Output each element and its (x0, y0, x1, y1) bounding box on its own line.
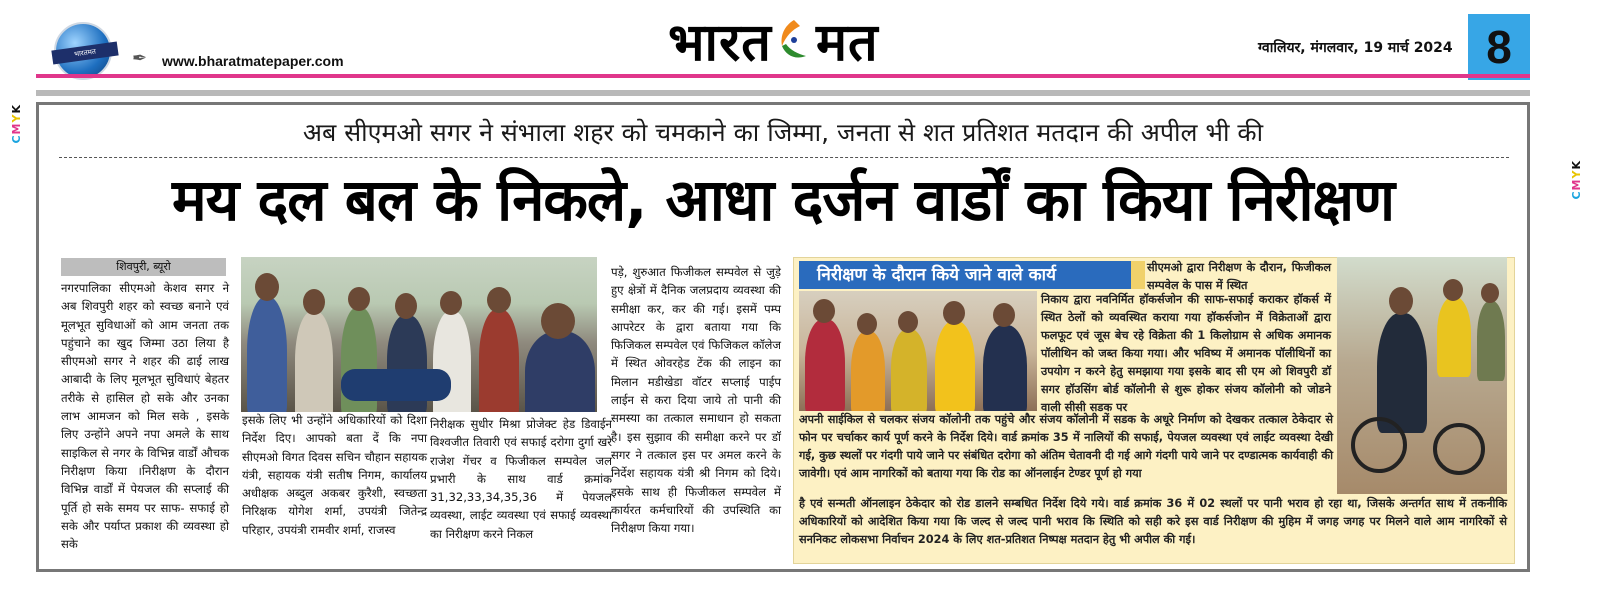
story-byline: शिवपुरी, ब्यूरो (61, 258, 226, 276)
page-number: 8 (1468, 14, 1530, 80)
story-column-1: नगरपालिका सीएमओ केशव सगर ने अब शिवपुरी शहर को स्वच्छ बनाने एवं मूलभूत सुविधाओं को आम जनता तक पहुंचाने का खुद जिम्मा उठा लिया है सीएमओ सगर ने शहर की ढाई लाख आबादी के लिए मूलभूत सुविधाएं बेहतर तरीके से हासिल हो सके और उनका लाभ आमजन को मिल सके , इसके लिए उन्होंने अपने नपा अमले के साथ साइकिल से नगर के विभिन्न वार्डों औचक निरीक्षण किया ।निरीक्षण के दौरान विभिन्न वार्डों में पेयजल की सप्लाई की पूर्ति हो सके समय पर साफ- सफाई हो सके और पर्याप्त प्रकाश की व्यवस्था हो सके (61, 281, 229, 552)
photo-residents (799, 291, 1037, 411)
story-column-2: इसके लिए भी उन्होंने अधिकारियों को दिशा निर्देश दिए। आपको बता दें कि नपा सीएमओ विगत दिवस सचिन चौहान सहायक यंत्री, सहायक यंत्री सतीष निगम, कार्यालय अधीक्षक अब्दुल अकबर कुरैशी, स्वच्छता निरिक्षक योगेश शर्मा, उपयंत्री जितेन्द्र परिहार, उपयंत्री रामवीर शर्मा, राजस्व (242, 413, 427, 537)
sidebox-title: निरीक्षण के दौरान किये जाने वाले कार्य (799, 261, 1145, 289)
logo-text: भारतमत (51, 41, 118, 64)
sidebox-text-b: निकाय द्वारा नवनिर्मित हॉकर्सजोन की साफ-सफाई कराकर हॉकर्स में स्थित ठेलों को व्यवस्थित कराया गया हॉकर्सजोन में विक्रेताओं द्वारा फलफूट एवं जूस बेच रहे विक्रेता की 1 किलोग्राम से अधिक अमानक पॉलीथिन को जब्त किया गया। और भविष्य में अमानक पॉलीथिनों का उपयोग न करने हेतु समझाया गया इसके बाद सी एम ओ शिवपुरी डॉ सगर हॉउसिंग बोर्ड कॉलोनी से शुरू होकर संजय कॉलोनी को जोडने वाली सीसी सडक पर (1041, 293, 1331, 414)
story-headline: मय दल बल के निकले, आधा दर्जन वार्डों का किया निरीक्षण (171, 166, 1395, 234)
story-column-4: पड़े, शुरुआत फिजीकल सम्पवेल से जुड़े हुए क्षेत्रों में दैनिक जलप्रदाय व्यवस्था की समीक्षा कर, कर की गई। इसमें पम्प आपरेटर के द्वारा बताया गया कि फिजिकल सम्पवेल एवं फिजिकल कॉलेज में स्थित ओवरहेड टेंक की लाइन का मिलान मडीखेडा वॉटर सप्लाई पाईप लाईन से करा दिया जाये तो पानी की समस्या का तत्काल समाधान हो सकता है। इस सुझाव की समीक्षा करने पर डॉ सगर ने तत्काल इस पर अमल करने के निर्देश सहायक यंत्री श्री निगम को दिये। इसके साथ ही फिजीकल सम्पवेल में कार्यरत कर्मचारियों की उपस्थिति का निरीक्षण किया गया। (611, 265, 781, 536)
brand-left: भारत (668, 12, 772, 73)
sidebox-text-d: है एवं सन्मती ऑनलाइन ठेकेदार को रोड डालने सम्बधित निर्देश दिये गये। वार्ड क्रमांक 36 में 02 स्थलों पर पानी भराव हो रहा था, जिसके अन्तर्गत साथ में तकनीकि अधिकारियों को आदेशित किया गया कि जल्द से जल्द पानी भराव कि स्थिति को सही करे इस वार्ड निरीक्षण की मुहिम में जगह जगह पर मिलने वाले आम नागरिकों से सननिकट लोकसभा निर्वाचन 2024 के लिए शत-प्रतिशत निष्पक्ष मतदान हेतु भी अपील की गई। (799, 497, 1507, 546)
newspaper-logo (54, 22, 112, 80)
masthead-brand (668, 10, 879, 73)
brand-right: मत (815, 12, 879, 73)
dateline: ग्वालियर, मंगलवार, 19 मार्च 2024 (1258, 40, 1453, 56)
kicker-divider (59, 157, 1509, 158)
story-kicker: अब सीएमओ सगर ने संभाला शहर को चमकाने का जिम्मा, जनता से शत प्रतिशत मतदान की अपील भी की (302, 118, 1264, 147)
sidebox-text-c: अपनी साईकिल से चलकर संजय कॉलोनी तक पहुंचे और संजय कॉलोनी में सडक के अधूरे निर्माण को देखकर तत्काल ठेकेदार से फोन पर चर्चाकर कार्य पूर्ण करने के निर्देश दिये। वार्ड क्रमांक 35 में नालियों की सफाई, पेयजल व्यवस्था एवं लाईट व्यवस्था देखी गई, कुछ स्थलों पर गंदगी पाये जाने पर संबंधित दरोगा को अंतिम चेतावनी दी गई आगे गंदगी पाये जाने पर दण्डात्मक कार्यवाही की जावेगी। एवं आम नागरिकों को बताया गया कि रोड का ऑनलाईन टेण्डर पूर्ण हो गया (799, 413, 1333, 480)
masthead-rule (36, 74, 1530, 78)
story-column-3: निरीक्षक सुधीर मिश्रा प्रोजेक्ट हेड डिवाईन विश्वजीत तिवारी एवं सफाई दरोगा दुर्गा खरे राजेश गेंचर व फिजीकल सम्पवेल जल प्रभारी के साथ वार्ड क्रमांक 31,32,33,34,35,36 में पेयजल व्यवस्था, लाईट व्यवस्था एवं सफाई व्यवस्था का निरीक्षण करने निकल (430, 417, 612, 541)
story-frame (36, 102, 1530, 572)
flag-icon (774, 16, 814, 64)
cmyk-marker-right: CMYK (1570, 160, 1583, 200)
quill-icon: ✒ (132, 48, 148, 69)
cmyk-marker-left: CMYK (10, 104, 23, 144)
section-rule (36, 90, 1530, 96)
sidebox-text-a: सीएमओ द्वारा निरीक्षण के दौरान, फिजीकल सम्पवेल के पास में स्थित (1147, 261, 1331, 292)
photo-officials-group (241, 257, 597, 412)
site-url[interactable]: www.bharatmatepaper.com (162, 53, 344, 69)
photo-cycling-inspection (1337, 257, 1507, 494)
